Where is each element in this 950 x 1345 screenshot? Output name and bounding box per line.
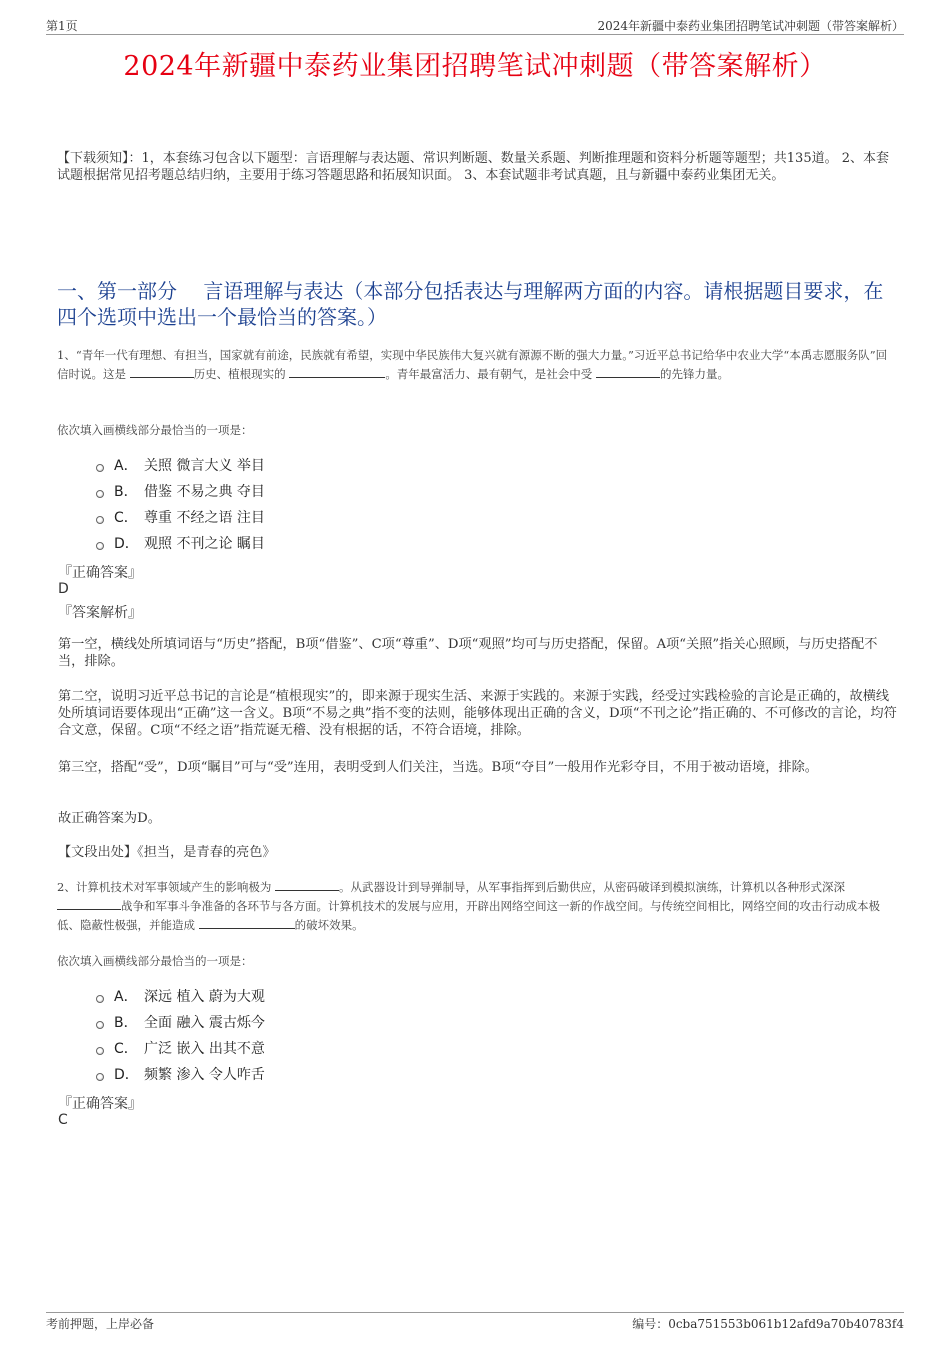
q2-text-2: 。从武器设计到导弹制导，从军事指挥到后勤供应，从密码破译到模拟演练，计算机以各种形式深深: [338, 880, 845, 894]
question-2-stem: [57, 878, 898, 935]
q1-analysis-1: 第一空，横线处所填词语与“历史”搭配，B项“借鉴”、C项“尊重”、D项“观照”均可与历史搭配，保留。A项“关照”指关心照顾，与历史搭配不当，排除。: [58, 637, 878, 669]
q2-option-a[interactable]: A． 深远 植入 蔚为大观: [96, 983, 265, 1009]
q1-analysis-label: 『答案解析』: [58, 605, 142, 621]
q2-option-c[interactable]: C． 广泛 嵌入 出其不意: [96, 1035, 265, 1061]
header-doc-title: 2024年新疆中泰药业集团招聘笔试冲刺题（带答案解析）: [597, 19, 904, 33]
q1-blank-2: [289, 365, 385, 378]
q1-option-a[interactable]: A． 关照 微言大义 举目: [96, 452, 265, 478]
q2-instruction: 依次填入画横线部分最恰当的一项是：: [57, 954, 253, 968]
q1-option-b[interactable]: B． 借鉴 不易之典 夺目: [96, 478, 265, 504]
q2-option-d[interactable]: D． 频繁 渗入 令人咋舌: [96, 1061, 265, 1087]
radio-icon[interactable]: [96, 1073, 104, 1081]
q1-source: 【文段出处】《担当，是青春的亮色》: [58, 845, 276, 860]
radio-icon[interactable]: [96, 464, 104, 472]
radio-icon[interactable]: [96, 1021, 104, 1029]
footer-slogan: 考前押题，上岸必备: [46, 1317, 155, 1331]
radio-icon[interactable]: [96, 995, 104, 1003]
q1-option-d[interactable]: D． 观照 不刊之论 瞩目: [96, 530, 265, 556]
document-title: 2024年新疆中泰药业集团招聘笔试冲刺题（带答案解析）: [123, 51, 827, 82]
q1-instruction: 依次填入画横线部分最恰当的一项是：: [57, 423, 253, 437]
q2-blank-1: [275, 878, 339, 891]
q1-analysis-4: 故正确答案为D。: [58, 811, 161, 826]
q2-options: [96, 983, 265, 1087]
q2-text-4: 的破坏效果。: [294, 918, 364, 932]
q2-answer-label: 『正确答案』: [58, 1096, 142, 1112]
q1-options: [96, 452, 265, 556]
q2-option-b[interactable]: B． 全面 融入 震古烁今: [96, 1009, 265, 1035]
q1-text-3: 。青年最富活力、最有朝气，是社会中受: [385, 367, 596, 381]
q2-blank-2: [57, 897, 121, 910]
footer-doc-id: 编号：0cba751553b061b12afd9a70b40783f4: [632, 1317, 904, 1331]
q2-blank-3: [199, 916, 295, 929]
radio-icon[interactable]: [96, 516, 104, 524]
q1-option-c[interactable]: C． 尊重 不经之语 注目: [96, 504, 265, 530]
q1-text-2: 历史、植根现实的: [193, 367, 290, 381]
q2-answer: C: [58, 1112, 68, 1128]
q1-analysis-2: 第二空，说明习近平总书记的言论是“植根现实”的，即来源于现实生活、来源于实践的。来源于实践，经受过实践检验的言论是正确的，故横线处所填词语要体现出“正确”这一含义。B项“不易之典”指不变的法则，能够体现出正确的含义，D项“不刊之论”指正确的、不可修改的言论，均符合文意，保留。C项“不经之语”指荒诞无稽、没有根据的话，不符合语境，排除。: [58, 689, 897, 738]
q1-text-4: 的先锋力量。: [659, 367, 729, 381]
page-footer: [46, 1312, 904, 1331]
q1-blank-3: [596, 365, 660, 378]
q1-analysis-3: 第三空，搭配“受”，D项“瞩目”可与“受”连用，表明受到人们关注，当选。B项“夺目”一般用作光彩夺目，不用于被动语境，排除。: [58, 760, 818, 775]
page-header: [46, 14, 904, 35]
q1-answer: D: [58, 581, 69, 597]
radio-icon[interactable]: [96, 1047, 104, 1055]
q1-answer-label: 『正确答案』: [58, 565, 142, 581]
question-1-stem: [57, 346, 898, 384]
radio-icon[interactable]: [96, 490, 104, 498]
q2-text-3: 战争和军事斗争准备的各环节与各方面。计算机技术的发展与应用，开辟出网络空间这一新的作战空间。与传统空间相比，网络空间的攻击行动成本极低、隐蔽性极强，并能造成: [57, 899, 880, 932]
download-notice: 【下载须知】：1，本套练习包含以下题型：言语理解与表达题、常识判断题、数量关系题、判断推理题和资料分析题等题型；共135道。 2、本套试题根据常见招考题总结归纳，主要用于练习答题思路和拓展知识面。 3、本套试题非考试真题，且与新疆中泰药业集团无关。: [57, 151, 889, 183]
radio-icon[interactable]: [96, 542, 104, 550]
q1-blank-1: [130, 365, 194, 378]
q2-text-1: 2、计算机技术对军事领域产生的影响极为: [57, 880, 275, 894]
q1-text-1: 1、“青年一代有理想、有担当，国家就有前途，民族就有希望，实现中华民族伟大复兴就有源源不断的强大力量。”习近平总书记给华中农业大学“本禹志愿服务队”回信时说。这是: [57, 348, 888, 381]
page-number: 第1页: [46, 19, 78, 33]
section-heading: 一、第一部分 言语理解与表达（本部分包括表达与理解两方面的内容。请根据题目要求，在四个选项中选出一个最恰当的答案。）: [57, 279, 884, 329]
